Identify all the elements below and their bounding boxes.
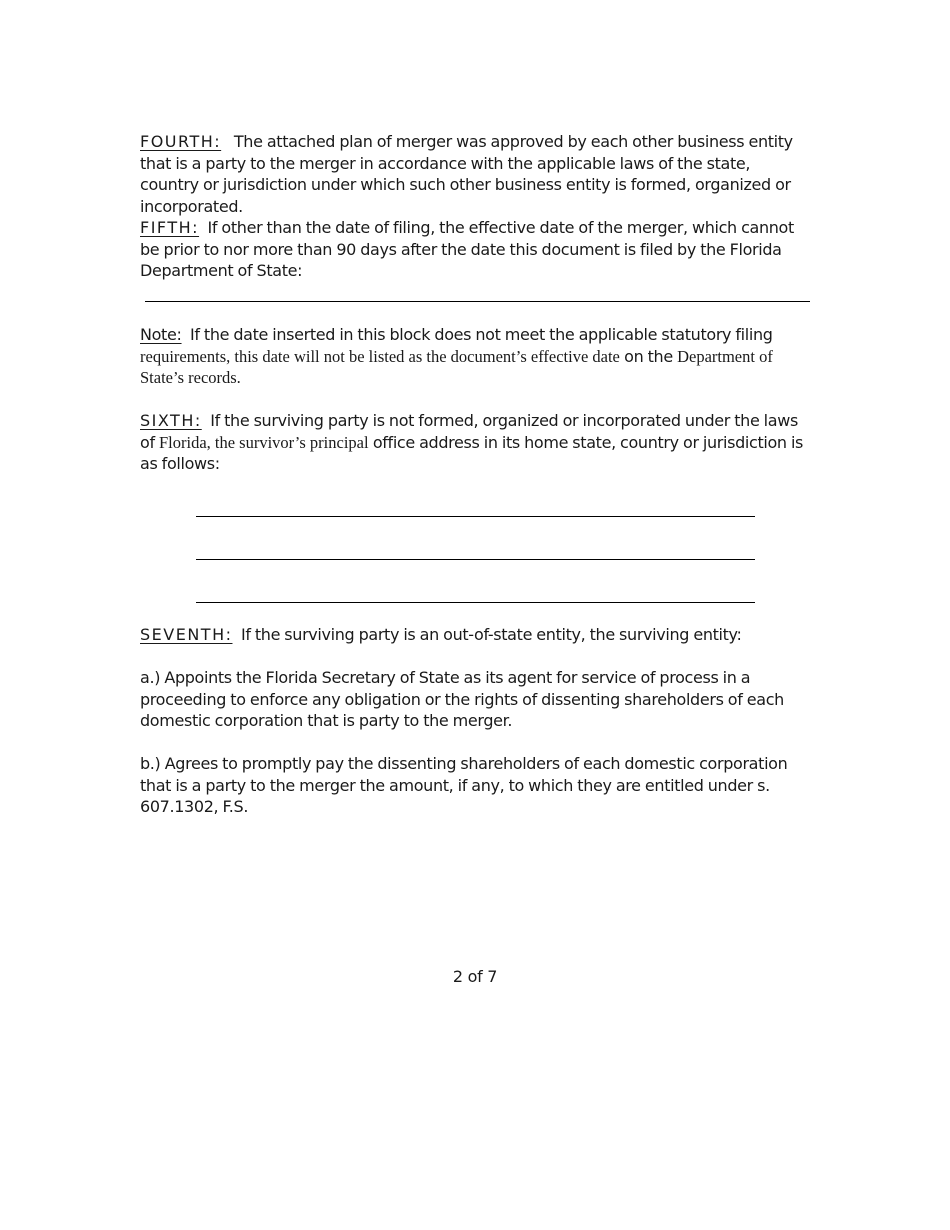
sixth-text-tail: office address in its home state, country or jurisdiction is as follows: <box>140 432 804 473</box>
item-a-text: Appoints the Florida Secretary of State as its agent for service of process in a proceeding to enforce any obligation or the rights of dissenting shareholders of each domestic corporation that is party to the merger. <box>140 668 784 730</box>
sixth-text-lead: If the surviving party is not formed, organized or incorporated under the laws of <box>140 411 798 452</box>
sixth-text-serif: Florida, the survivor’s principal <box>158 432 369 452</box>
note-text-lead: If the date inserted in this block does not meet the applicable statutory filing <box>190 325 773 344</box>
seventh-heading: SEVENTH: <box>140 625 233 644</box>
item-b-label: b.) <box>140 754 161 773</box>
page-number: 2 of 7 <box>452 967 498 986</box>
sixth-heading: SIXTH: <box>140 411 202 430</box>
fifth-text: If other than the date of filing, the effective date of the merger, which cannot be prior to nor more than 90 days after the date this document is filed by the Florida Department of State: <box>140 218 794 280</box>
note-text-mid: on the <box>624 346 673 366</box>
note-text-serif: requirements, this date will not be listed as the document’s effective date <box>140 346 620 366</box>
item-a-paragraph <box>140 667 812 732</box>
item-b-paragraph <box>140 753 812 818</box>
note-text-tail: Department of State’s records. <box>140 346 773 387</box>
fifth-heading: FIFTH: <box>140 218 200 237</box>
note-heading: Note: <box>140 325 182 344</box>
fifth-paragraph <box>140 217 812 282</box>
effective-date-line <box>145 301 810 302</box>
seventh-text: If the surviving party is an out-of-state entity, the surviving entity: <box>240 625 742 644</box>
fourth-heading: FOURTH: <box>140 132 222 151</box>
seventh-paragraph <box>140 624 812 646</box>
fourth-paragraph <box>140 131 812 217</box>
fourth-text: The attached plan of merger was approved by each other business entity that is a party to the merger in accordance with the applicable laws of the state, country or jurisdiction under which such other business entity is formed, organized or incorporated. <box>140 132 793 216</box>
address-line-2 <box>196 559 755 560</box>
address-line-3 <box>196 602 755 603</box>
note-paragraph <box>140 324 812 389</box>
item-a-label: a.) <box>140 668 161 687</box>
address-line-1 <box>196 516 755 517</box>
item-b-text: Agrees to promptly pay the dissenting shareholders of each domestic corporation that is a party to the merger the amount, if any, to which they are entitled under s. 607.1302, F.S. <box>140 754 788 816</box>
sixth-paragraph <box>140 410 812 475</box>
